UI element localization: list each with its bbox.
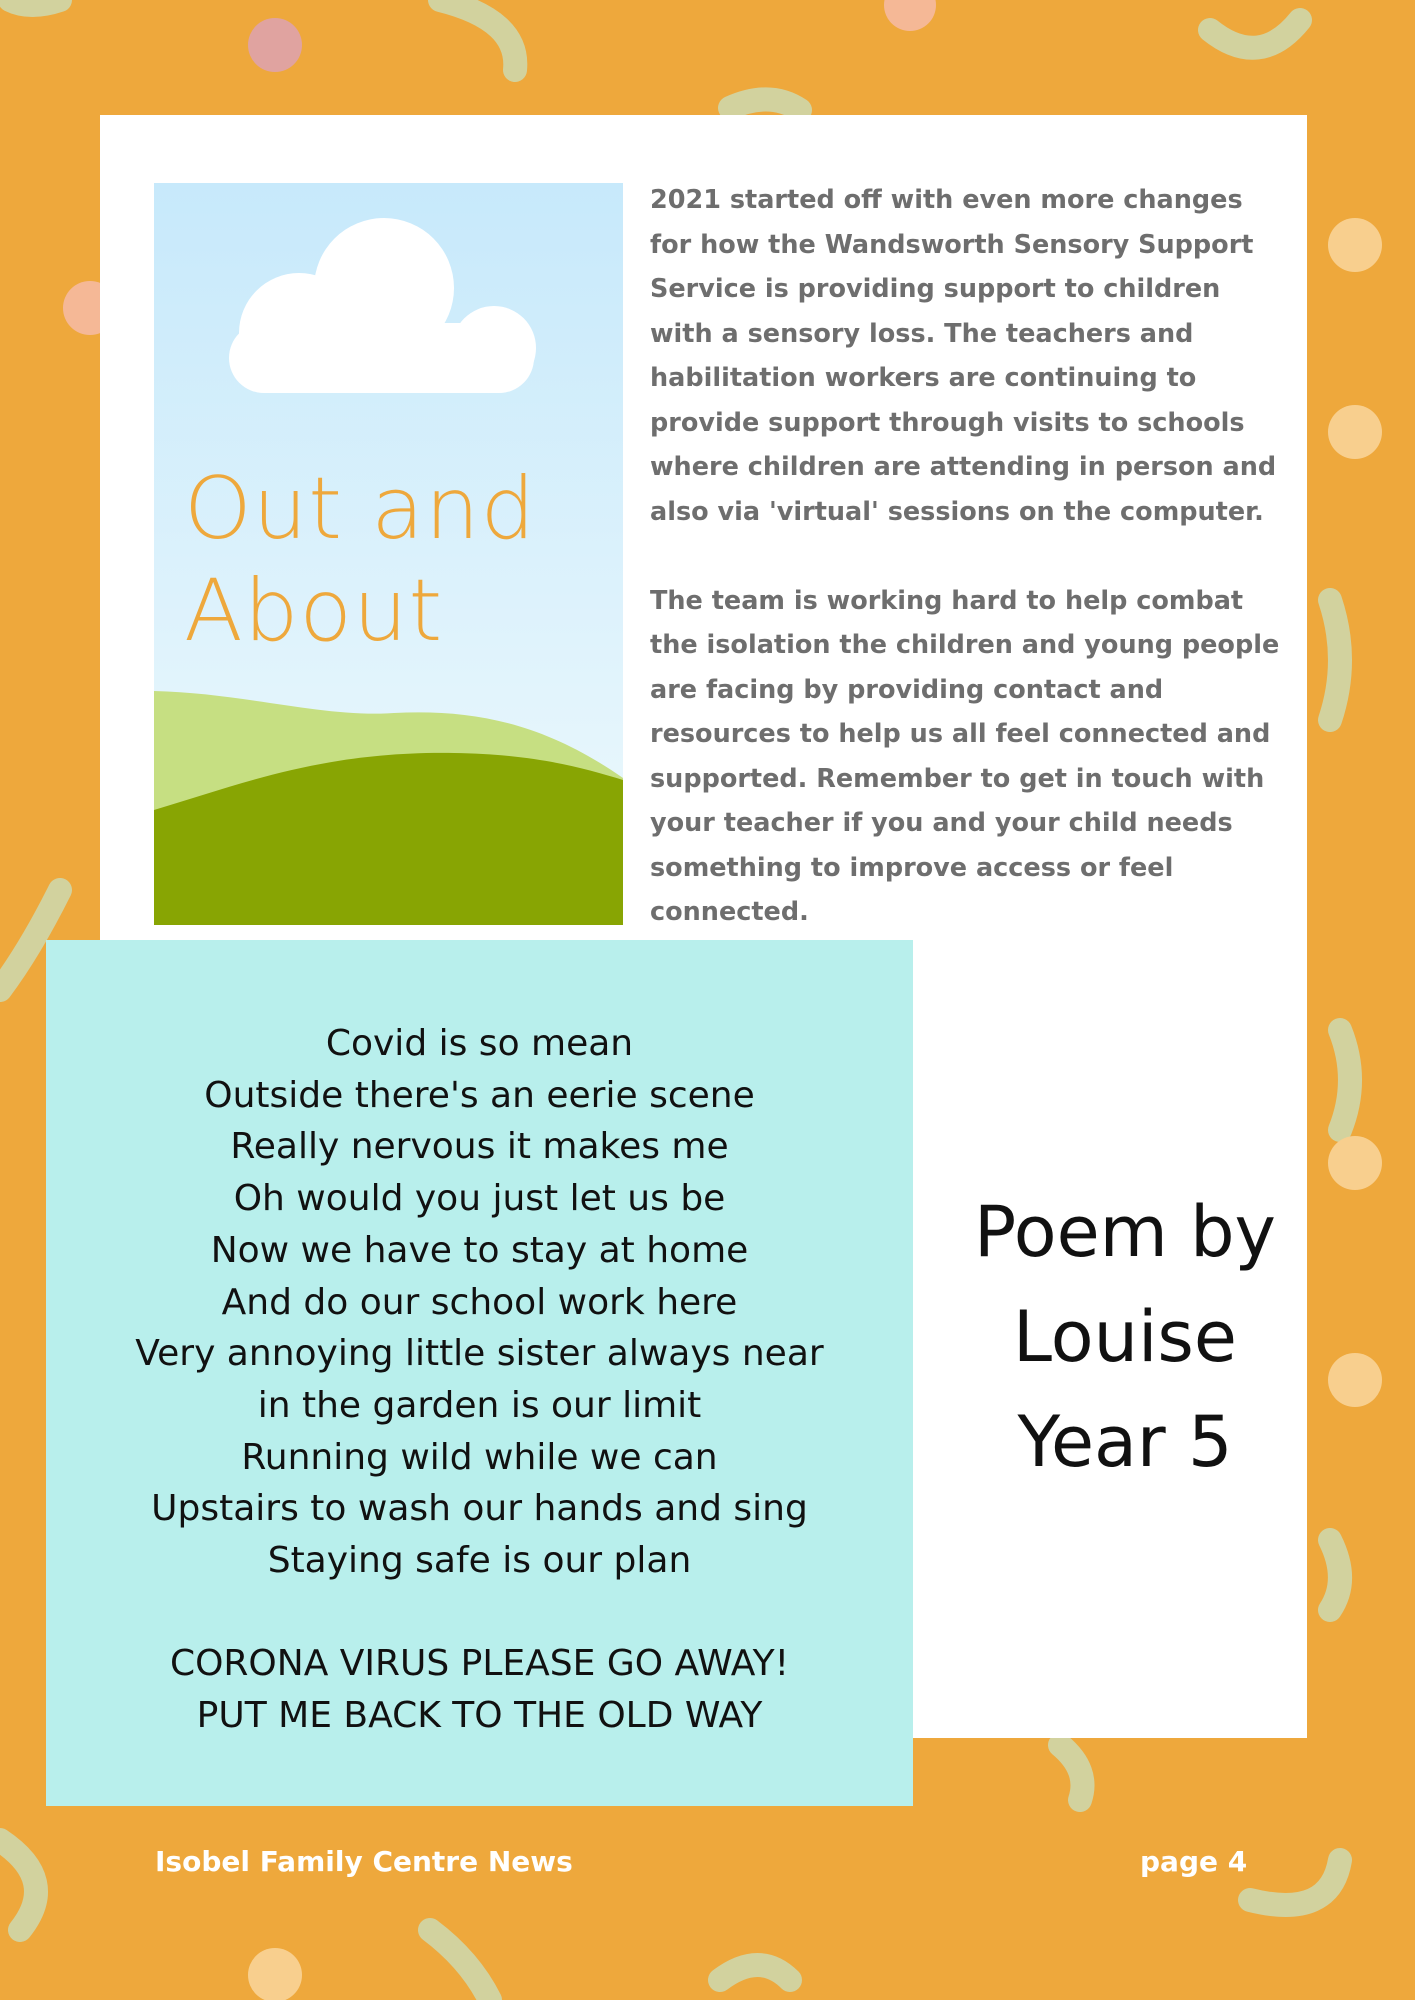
credit-year: Year 5 [1017,1401,1233,1483]
article-paragraph: 2021 started off with even more changes for how the Wandsworth Sensory Support Service is providing support to children with a sensory loss. The teachers and habilitation workers are continuing to provide support through visits to schools where children are attending in person and also via 'virtual' sessions on the computer. [650,185,1277,527]
poem-closing-line: PUT ME BACK TO THE OLD WAY [196,1695,763,1737]
poem-line: Outside there's an eerie scene [204,1074,755,1116]
poem-stanza-gap [46,1587,913,1639]
poem-line: Running wild while we can [241,1436,718,1478]
article-text [650,178,1290,979]
title-line-1: Out and [184,459,537,559]
poem-line: Really nervous it makes me [230,1126,729,1168]
poem-line: Now we have to stay at home [210,1229,749,1271]
poem-box [46,940,913,1806]
poem-closing-line: CORONA VIRUS PLEASE GO AWAY! [169,1643,790,1685]
article-paragraph: The team is working hard to help combat the isolation the children and young people are facing by providing contact and resources to help us all feel connected and supported. Remember to get in touch with your teacher if you and your child needs something to improve access or feel connected. [650,585,1280,927]
credit-author: Louise [1013,1296,1237,1378]
page-title [184,458,614,662]
poem-line: Staying safe is our plan [267,1540,692,1582]
poem [46,1018,913,1742]
footer-page-number: page 4 [1140,1845,1248,1878]
poem-line: Very annoying little sister always near [135,1333,824,1375]
title-line-2: About [184,561,444,661]
poem-line: Upstairs to wash our hands and sing [151,1488,808,1530]
poem-line: Covid is so mean [325,1023,634,1064]
poem-line: And do our school work here [221,1281,738,1323]
footer-newsletter-name: Isobel Family Centre News [155,1845,573,1878]
poem-credit [940,1180,1310,1495]
hero-banner [154,183,623,925]
credit-line: Poem by [974,1191,1276,1273]
poem-line: in the garden is our limit [257,1384,702,1426]
poem-line: Oh would you just let us be [233,1178,726,1220]
